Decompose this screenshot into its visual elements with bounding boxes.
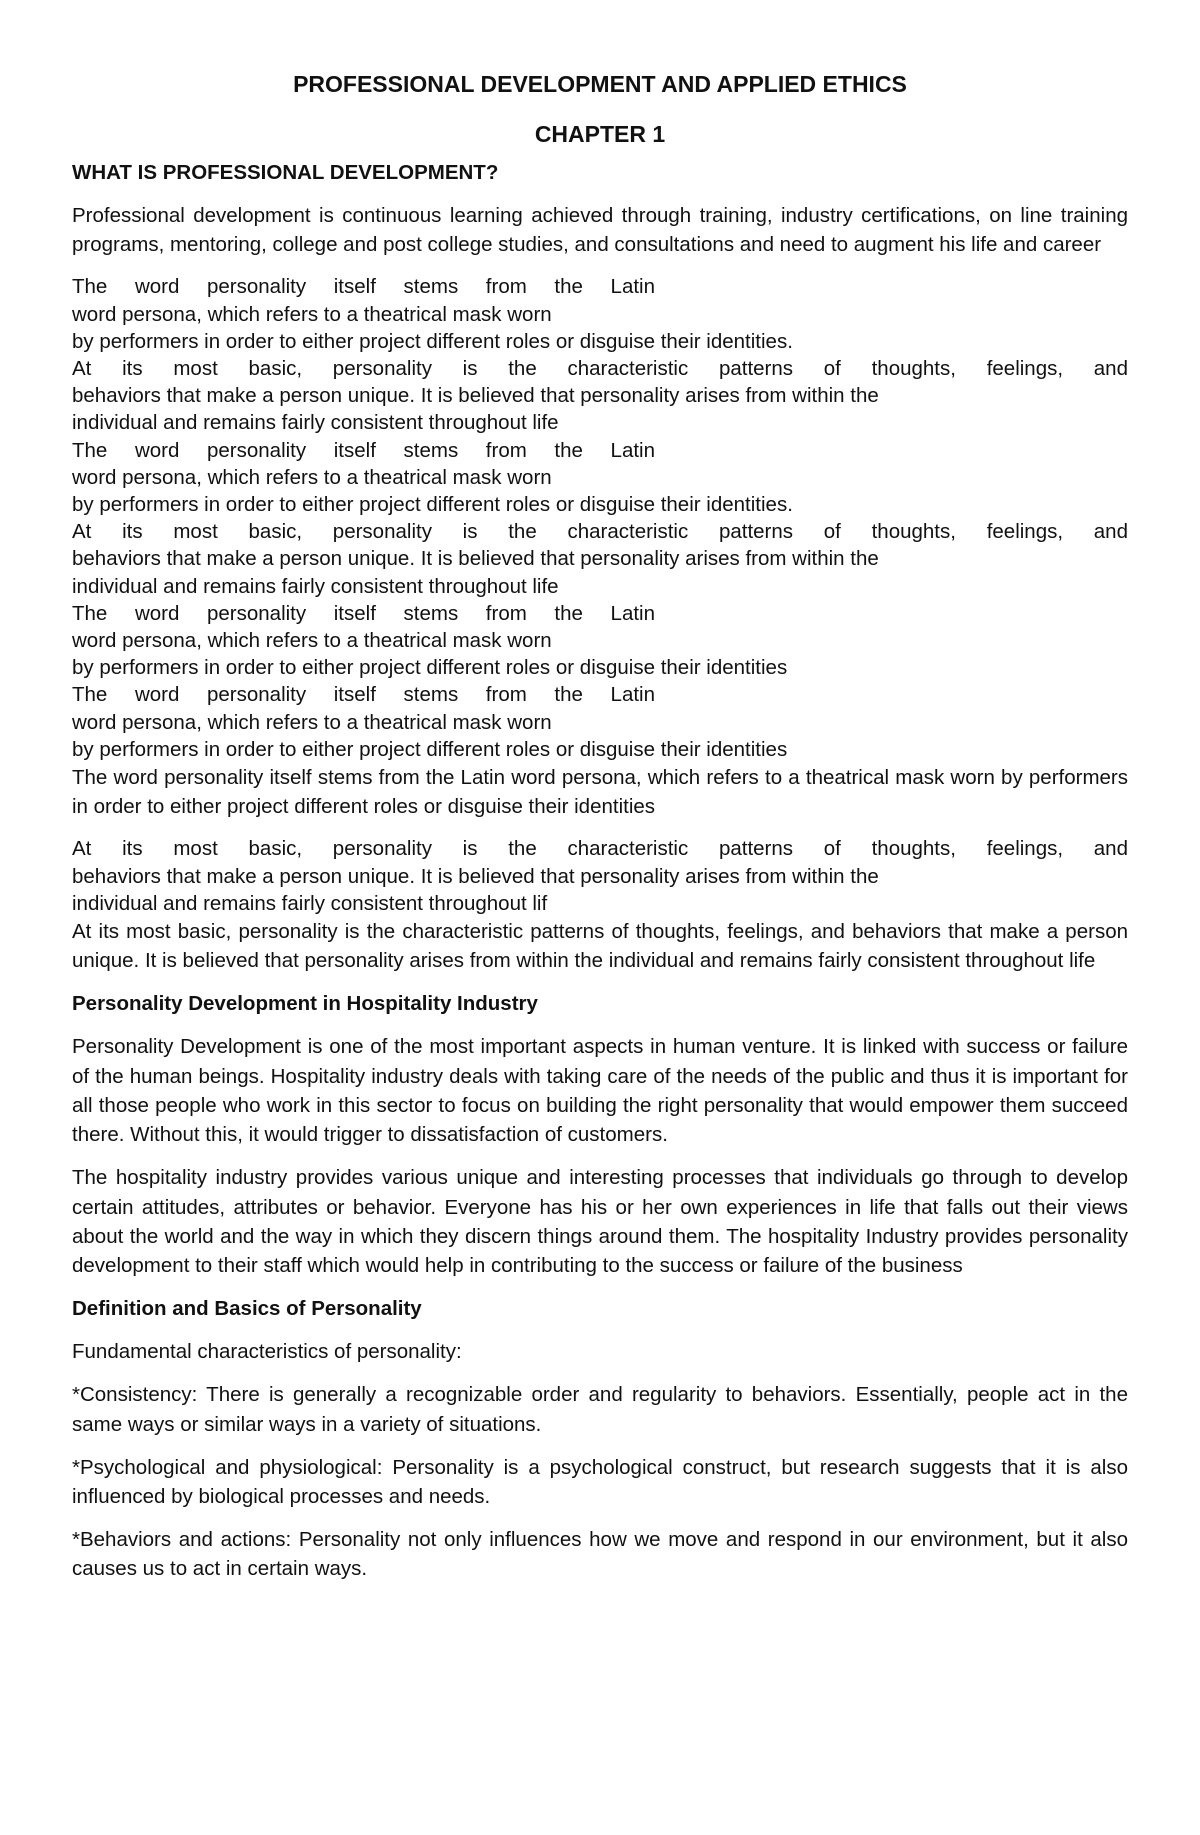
text-line: behaviors that make a person unique. It is believed that personality arises from within the bbox=[72, 384, 879, 408]
text-line: The word personality itself stems from the Latin bbox=[72, 438, 655, 462]
text-line: At its most basic, personality is the characteristic patterns of thoughts, feelings, and bbox=[72, 520, 1128, 544]
text-line: by performers in order to either project different roles or disguise their identities. bbox=[72, 329, 793, 353]
text-line: by performers in order to either project different roles or disguise their identities bbox=[72, 656, 788, 680]
characteristic-item-psychological: *Psychological and physiological: Personality is a psychological construct, but research suggests that it is also influenced by biological processes and needs. bbox=[72, 1455, 1128, 1508]
text-line: The word personality itself stems from the Latin bbox=[72, 275, 655, 299]
text-line: The word personality itself stems from the Latin bbox=[72, 601, 655, 625]
text-line: individual and remains fairly consistent throughout lif bbox=[72, 891, 548, 915]
text-line: word persona, which refers to a theatrical mask worn bbox=[72, 710, 552, 734]
chapter-heading: CHAPTER 1 bbox=[534, 121, 666, 147]
characteristic-item-behaviors: *Behaviors and actions: Personality not only influences how we move and respond in our environment, but it also causes us to act in certain ways. bbox=[72, 1528, 1128, 1581]
section-heading-hospitality: Personality Development in Hospitality Industry bbox=[72, 992, 538, 1016]
section-heading-definition: Definition and Basics of Personality bbox=[72, 1297, 422, 1321]
section-heading-professional-development: WHAT IS PROFESSIONAL DEVELOPMENT? bbox=[72, 161, 499, 184]
text-line: word persona, which refers to a theatrical mask worn bbox=[72, 465, 552, 489]
text-line: behaviors that make a person unique. It is believed that personality arises from within the bbox=[72, 547, 879, 571]
text-line: by performers in order to either project different roles or disguise their identities bbox=[72, 737, 788, 761]
text-line: The word personality itself stems from the Latin bbox=[72, 683, 655, 707]
personality-text-block-2 bbox=[72, 835, 1128, 975]
paragraph-professional-development: Professional development is continuous learning achieved through training, industry certifications, on line training programs, mentoring, college and post college studies, and consultations and need to augment his life and career bbox=[72, 204, 1128, 257]
text-paragraph: At its most basic, personality is the characteristic patterns of thoughts, feelings, and behaviors that make a person unique. It is believed that personality arises from within the individual and remains fairly consistent throughout life bbox=[72, 920, 1128, 973]
text-line: behaviors that make a person unique. It is believed that personality arises from within the bbox=[72, 864, 879, 888]
text-line: word persona, which refers to a theatrical mask worn bbox=[72, 302, 552, 326]
text-line: word persona, which refers to a theatrical mask worn bbox=[72, 629, 552, 653]
text-line: At its most basic, personality is the characteristic patterns of thoughts, feelings, and bbox=[72, 837, 1128, 861]
text-line: individual and remains fairly consistent throughout life bbox=[72, 411, 559, 435]
text-paragraph: The word personality itself stems from the Latin word persona, which refers to a theatrical mask worn by performers in order to either project different roles or disguise their identities bbox=[72, 766, 1128, 819]
text-line: by performers in order to either project different roles or disguise their identities. bbox=[72, 493, 793, 517]
text-line: individual and remains fairly consistent throughout life bbox=[72, 574, 559, 598]
paragraph-hospitality-2: The hospitality industry provides various unique and interesting processes that individuals go through to develop certain attitudes, attributes or behavior. Everyone has his or her own experiences in life that falls out their views about the world and the way in which they discern things around them. The hospitality Industry provides personality development to their staff which would help in contributing to the success or failure of the business bbox=[72, 1166, 1128, 1277]
text-line: At its most basic, personality is the characteristic patterns of thoughts, feelings, and bbox=[72, 357, 1128, 381]
document-title: PROFESSIONAL DEVELOPMENT AND APPLIED ETHICS bbox=[293, 71, 907, 97]
paragraph-hospitality-1: Personality Development is one of the most important aspects in human venture. It is linked with success or failure of the human beings. Hospitality industry deals with taking care of the needs of the public and thus it is important for all those people who work in this sector to focus on building the right personality that would empower them succeed there. Without this, it would trigger to dissatisfaction of customers. bbox=[72, 1035, 1128, 1147]
personality-text-block-1 bbox=[72, 273, 1128, 821]
paragraph-fundamental-characteristics: Fundamental characteristics of personality: bbox=[72, 1340, 462, 1364]
characteristic-item-consistency: *Consistency: There is generally a recognizable order and regularity to behaviors. Essentially, people act in the same ways or similar ways in a variety of situations. bbox=[72, 1383, 1128, 1436]
